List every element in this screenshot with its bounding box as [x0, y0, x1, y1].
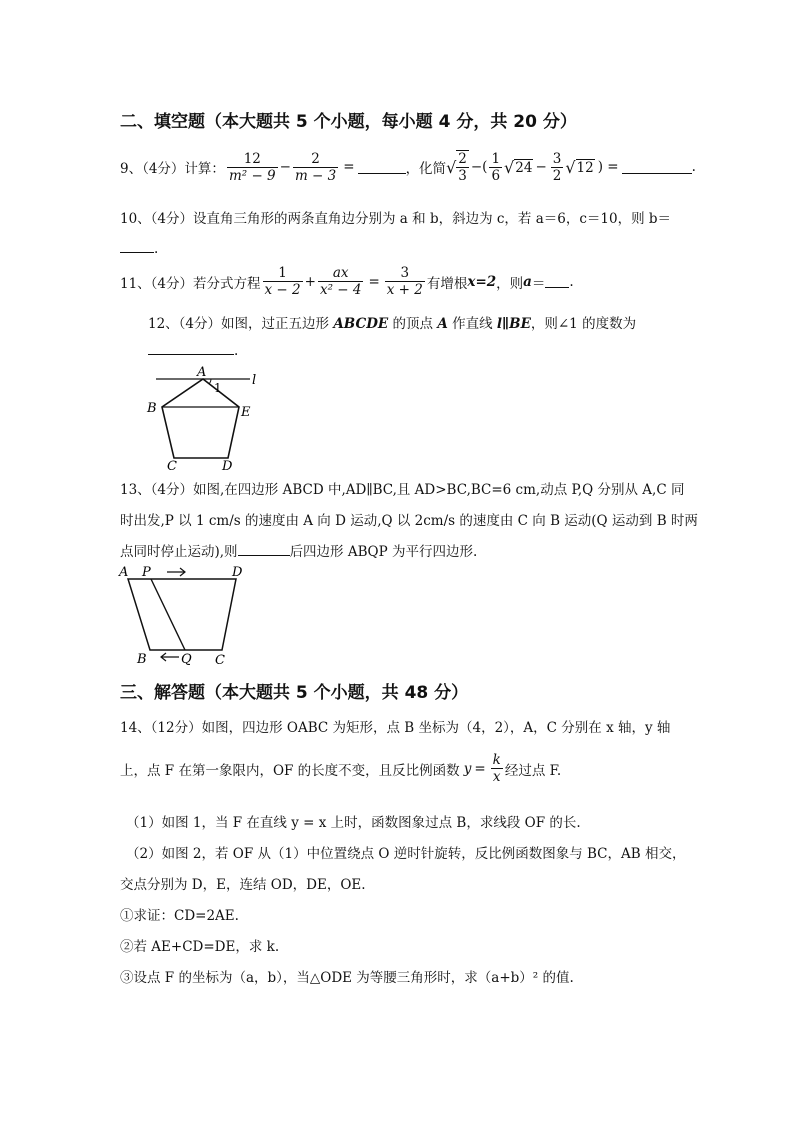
section-title-fill-in: 二、填空题（本大题共 5 个小题，每小题 4 分，共 20 分）: [120, 112, 577, 132]
section-title-answer: 三、解答题（本大题共 5 个小题，共 48 分）: [120, 683, 469, 703]
sqrt-sign-icon: √: [504, 157, 515, 177]
q11-fraction-2: $\frac{ax}{\text{x² − 4}}$: [319, 265, 362, 298]
question-11: 11、（4分）若分式方程 $\frac{1}{x - 2}$ + $\frac{ax}{\text{x² − 4}}$ = $\frac{3}{x + 2}$ 有增根 x=2 ，则 a ＝ .: [120, 265, 574, 298]
sqrt-sign-icon: √: [446, 157, 457, 177]
q9-fraction-4: $\frac{3}{2}$: [552, 150, 562, 184]
question-14-part-1: （1）如图 1，当 F 在直线 y = x 上时，函数图象过点 B，求线段 OF 的长.: [126, 815, 581, 831]
q11-fraction-3: $\frac{3}{x + 2}$: [386, 265, 423, 298]
angle-1-arc: [209, 379, 211, 384]
question-14-part-2-line-2: 交点分别为 D，E，连结 OD，DE，OE.: [120, 877, 366, 893]
label-l: l: [252, 373, 257, 388]
label-P: P: [142, 565, 151, 580]
label-Q: Q: [181, 652, 192, 667]
arrow-left-icon: [161, 653, 179, 661]
label-A: A: [197, 365, 207, 380]
q9-fraction-2: $\frac{2}{m - 3}$: [294, 150, 337, 184]
label-A: A: [119, 565, 129, 580]
question-14-subpart-1: ①求证：CD=2AE.: [120, 908, 239, 924]
q11-fraction-1: $\frac{1}{x - 2}$: [264, 265, 301, 298]
answer-blank[interactable]: [148, 342, 234, 355]
answer-blank[interactable]: [545, 275, 569, 288]
question-14-part-2-line-1: （2）如图 2，若 OF 从（1）中位置绕点 O 逆时针旋转，反比例函数图象与 BC，AB 相交，: [126, 846, 686, 862]
arrow-right-icon: [167, 568, 185, 576]
question-13-line-3: 点同时停止运动),则 后四边形 ABQP 为平行四边形.: [120, 544, 478, 560]
question-10-line-2: .: [120, 240, 158, 257]
label-D: D: [222, 459, 233, 474]
question-10-line-1: 10、（4分）设直角三角形的两条直角边分别为 a 和 b，斜边为 c，若 a＝6，c＝10，则 b＝: [120, 211, 672, 227]
label-angle-1: 1: [214, 381, 222, 395]
label-E: E: [241, 405, 251, 420]
label-B: B: [147, 401, 157, 416]
question-13-line-2: 时出发,P 以 1 cm/s 的速度由 A 向 D 运动,Q 以 2cm/s 的速度由 C 向 B 运动(Q 运动到 B 时两: [120, 513, 698, 529]
question-13-line-1: 13、（4分）如图,在四边形 ABCD 中,AD∥BC,且 AD>BC,BC=6 cm,动点 P,Q 分别从 A,C 同: [120, 482, 685, 498]
quadrilateral-abcd: [128, 579, 236, 650]
answer-blank[interactable]: [622, 161, 692, 174]
question-14-line-1: 14、（12分）如图，四边形 OABC 为矩形，点 B 坐标为（4，2），A，C 分别在 x 轴，y 轴: [120, 720, 671, 736]
q9-fraction-3: $\frac{1}{6}$: [491, 150, 501, 184]
trapezoid-figure: [115, 562, 250, 670]
answer-blank[interactable]: [238, 543, 290, 556]
sqrt-sign-icon: √: [565, 157, 576, 177]
segment-pq: [151, 579, 185, 650]
q9-sqrt-fraction: $\frac{2}{3}$: [458, 151, 467, 184]
label-D: D: [232, 565, 243, 580]
label-C: C: [215, 653, 225, 668]
label-C: C: [167, 459, 177, 474]
question-14-line-2: 上，点 F 在第一象限内，OF 的长度不变，且反比例函数 y = $\frac{k}{x}$ 经过点 F.: [120, 752, 562, 785]
q9-fraction-1: $\frac{12}{\text{m² − 9}}$: [228, 150, 276, 184]
q14-fraction-k-over-x: $\frac{k}{x}$: [492, 752, 501, 785]
answer-blank[interactable]: [120, 240, 154, 253]
answer-blank[interactable]: [358, 161, 406, 174]
question-14-subpart-3: ③设点 F 的坐标为（a，b），当△ODE 为等腰三角形时，求（a+b）² 的值.: [120, 970, 574, 986]
label-B: B: [137, 652, 147, 667]
pentagon-figure: [140, 362, 270, 474]
question-12-line-1: 12、（4分）如图，过正五边形 ABCDE 的顶点 A 作直线 l∥BE，则∠1 的度数为: [148, 316, 637, 332]
q9-number: 9、（4分）计算：: [120, 161, 225, 177]
pentagon-abcde: [162, 379, 239, 458]
question-9: 9、（4分）计算： $\frac{12}{\text{m² − 9}}$ − $\frac{2}{m - 3}$ = ，化简 √ $\frac{2}{3}$ −( $\frac{1}{6}$ √ 24 − $\frac{3}{2}$ √ 12 ) = .: [120, 150, 696, 184]
question-12-line-2: .: [148, 342, 238, 359]
question-14-subpart-2: ②若 AE+CD=DE，求 k.: [120, 939, 280, 955]
